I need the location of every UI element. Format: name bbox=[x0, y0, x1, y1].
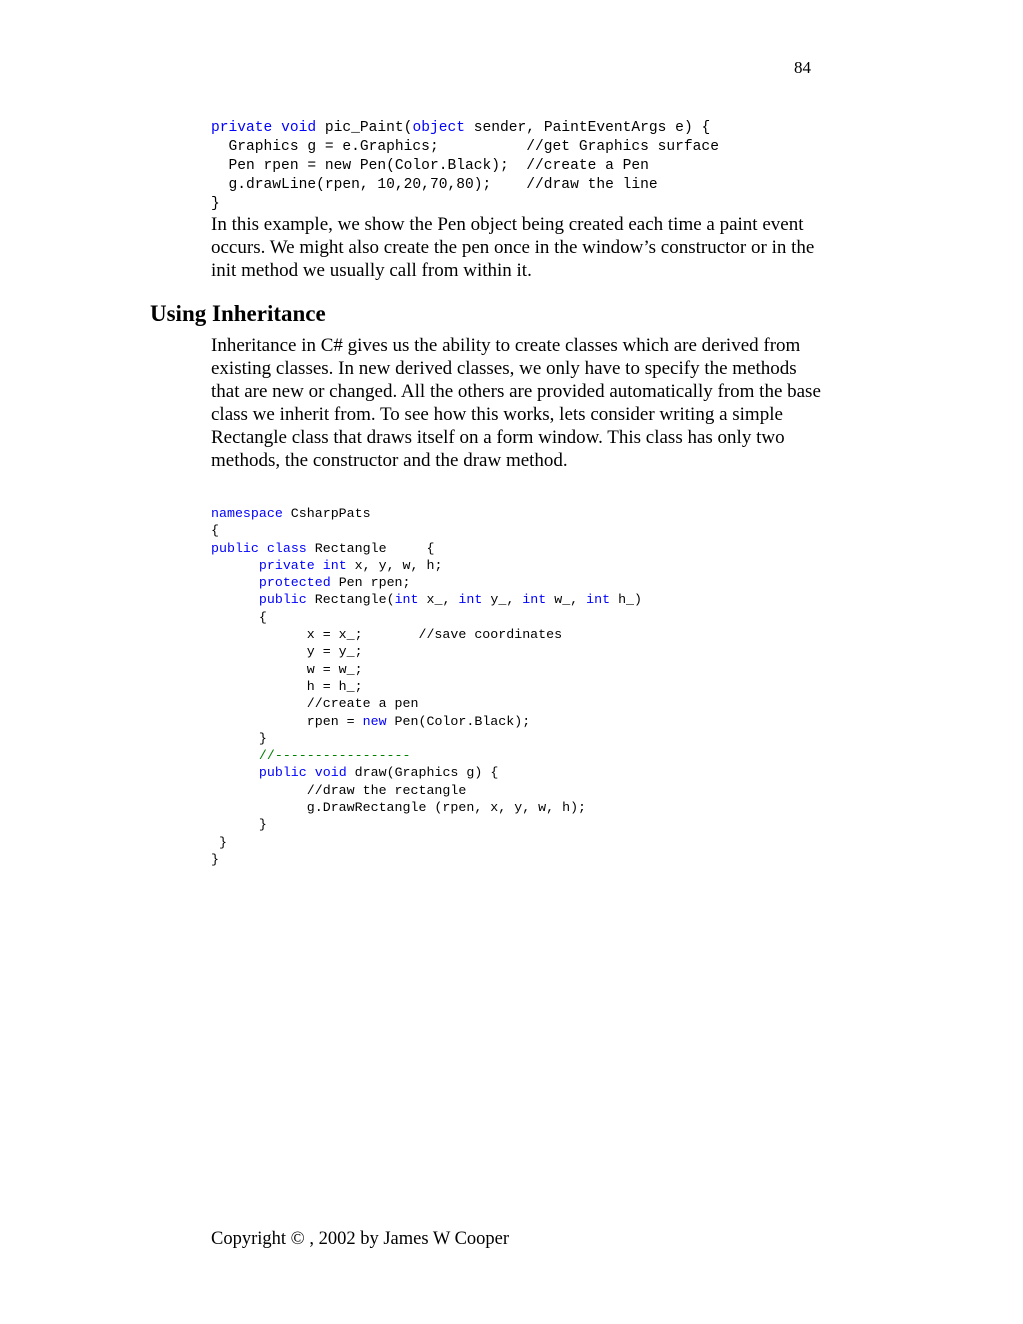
code-line bbox=[211, 851, 642, 868]
code-token: Pen(Color.Black); bbox=[386, 713, 531, 729]
code-token: } bbox=[211, 196, 220, 212]
code-token: object bbox=[412, 120, 465, 136]
code-line bbox=[211, 505, 642, 522]
code-token: pic_Paint( bbox=[316, 120, 413, 136]
code-token: x = x_; //save coordinates bbox=[211, 627, 563, 643]
code-token: public bbox=[258, 765, 307, 781]
code-token bbox=[315, 558, 323, 573]
code-token: int bbox=[322, 557, 347, 573]
code-token: int bbox=[522, 592, 547, 608]
code-token: Pen rpen; bbox=[330, 575, 411, 591]
code-line bbox=[211, 195, 719, 214]
code-token bbox=[307, 765, 315, 780]
code-token: } bbox=[211, 834, 227, 850]
code-line bbox=[211, 574, 642, 591]
code-line bbox=[211, 176, 719, 195]
code-token: Pen rpen = new Pen(Color.Black); //create a Pen bbox=[211, 158, 649, 174]
code-token: //----------------- bbox=[258, 748, 411, 764]
footer-copyright: Copyright © , 2002 by James W Cooper bbox=[211, 1229, 510, 1249]
code-token: h_) bbox=[610, 592, 643, 608]
code-line bbox=[211, 643, 642, 660]
code-token: { bbox=[211, 523, 219, 539]
code-line bbox=[211, 730, 642, 747]
code-line bbox=[211, 119, 719, 138]
code-line bbox=[211, 695, 642, 712]
code-token: void bbox=[281, 120, 317, 136]
code-line bbox=[211, 522, 642, 539]
code-line bbox=[211, 747, 642, 764]
code-token bbox=[211, 748, 259, 763]
code-token: h = h_; bbox=[211, 678, 363, 694]
paragraph-inheritance: Inheritance in C# gives us the ability to create classes which are derived from existing classes. In new derived classes, we only have to specify the methods that are new or changed. All the others are provided automatically from the base class we inherit from. To see how this works, lets consider writing a simple Rectangle class that draws itself on a form window. This class has only two methods, the constructor and the draw method. bbox=[211, 335, 821, 471]
code-token: private bbox=[258, 557, 315, 573]
code-token: class bbox=[266, 540, 307, 556]
code-token: draw(Graphics g) { bbox=[346, 765, 499, 781]
code-token: Rectangle( bbox=[306, 592, 395, 608]
code-token bbox=[211, 558, 259, 573]
code-token: void bbox=[314, 765, 347, 781]
section-heading: Using Inheritance bbox=[150, 301, 326, 326]
code-token: y_, bbox=[482, 592, 523, 608]
code-block-2 bbox=[211, 505, 642, 868]
code-line bbox=[211, 609, 642, 626]
code-token bbox=[272, 120, 281, 136]
code-line bbox=[211, 138, 719, 157]
code-token bbox=[259, 541, 267, 556]
code-line bbox=[211, 626, 642, 643]
code-line bbox=[211, 540, 642, 557]
code-line bbox=[211, 591, 642, 608]
code-line bbox=[211, 799, 642, 816]
code-token: rpen = bbox=[211, 713, 363, 729]
code-token: int bbox=[458, 592, 483, 608]
code-token bbox=[211, 575, 259, 590]
paragraph-pen-example: In this example, we show the Pen object being created each time a paint event occurs. We might also create the pen once in the window’s constructor or in the init method we usually call from within it. bbox=[211, 214, 815, 281]
code-line bbox=[211, 764, 642, 781]
code-token: //draw the rectangle bbox=[211, 782, 467, 798]
code-token: int bbox=[586, 592, 611, 608]
code-token: Graphics g = e.Graphics; //get Graphics surface bbox=[211, 139, 719, 155]
code-token: y = y_; bbox=[211, 644, 363, 660]
code-token: } bbox=[211, 817, 267, 833]
code-token: g.DrawRectangle (rpen, x, y, w, h); bbox=[211, 800, 587, 816]
code-line bbox=[211, 557, 642, 574]
code-token: //create a pen bbox=[211, 696, 419, 712]
code-block-1 bbox=[211, 119, 719, 214]
code-line bbox=[211, 782, 642, 799]
code-token: protected bbox=[258, 575, 331, 591]
code-token: w = w_; bbox=[211, 661, 363, 677]
code-line bbox=[211, 713, 642, 730]
code-line bbox=[211, 678, 642, 695]
code-token: w_, bbox=[546, 592, 587, 608]
code-token: g.drawLine(rpen, 10,20,70,80); //draw the line bbox=[211, 177, 658, 193]
code-token: } bbox=[211, 730, 267, 746]
code-token: x_, bbox=[418, 592, 459, 608]
code-token bbox=[211, 592, 259, 607]
code-token: public bbox=[211, 540, 259, 556]
code-line bbox=[211, 816, 642, 833]
code-token: int bbox=[394, 592, 419, 608]
code-token: namespace bbox=[211, 506, 283, 521]
code-token: new bbox=[362, 713, 387, 729]
code-token: x, y, w, h; bbox=[346, 557, 443, 573]
code-line bbox=[211, 661, 642, 678]
code-token: public bbox=[258, 592, 307, 608]
code-token: { bbox=[211, 609, 267, 625]
code-line bbox=[211, 834, 642, 851]
code-token: } bbox=[211, 851, 219, 867]
code-token: private bbox=[211, 120, 273, 136]
code-token: Rectangle { bbox=[306, 540, 435, 556]
page-number: 84 bbox=[794, 58, 811, 77]
code-line bbox=[211, 157, 719, 176]
code-token bbox=[211, 765, 259, 780]
code-token: CsharpPats bbox=[282, 506, 371, 521]
code-token: sender, PaintEventArgs e) { bbox=[465, 120, 711, 136]
